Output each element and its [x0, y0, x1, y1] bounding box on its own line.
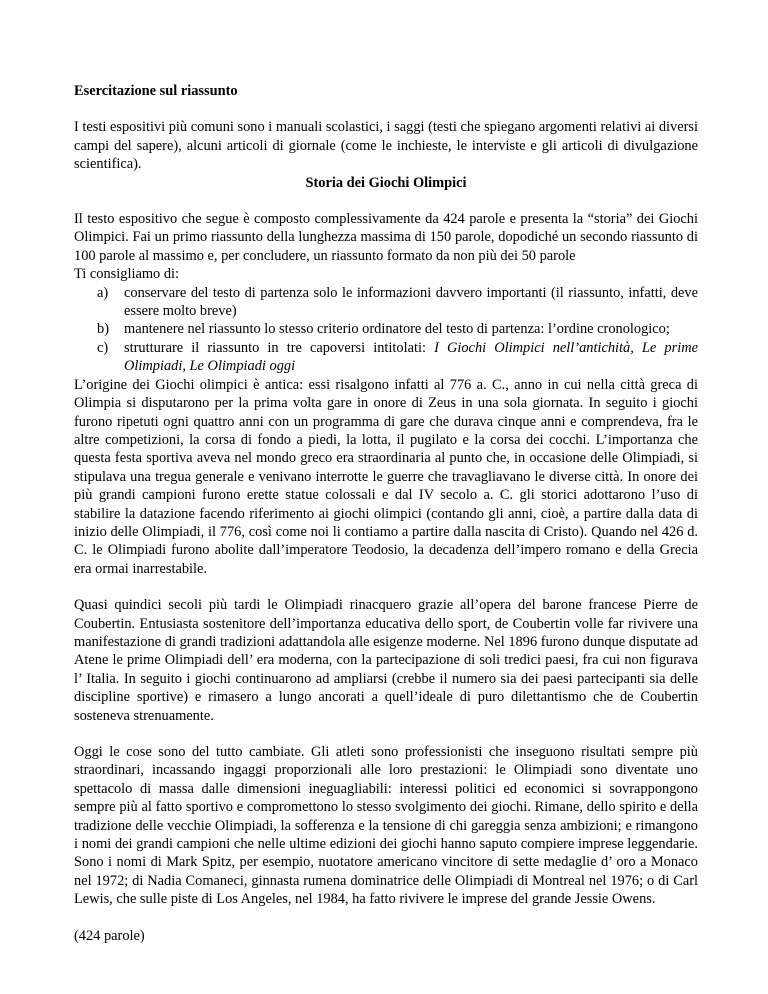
document-body — [74, 82, 698, 945]
advice-item — [74, 339, 698, 376]
body-paragraph-today: Oggi le cose sono del tutto cambiate. Gli atleti sono professionisti che inseguono risultati sempre più straordinari, incassando ingaggi proporzionali alle loro prestazioni: le Olimpiadi sono diventate uno spettacolo di massa dalle dimensioni ineguagliabili: interessi politici ed economici si sovrappongono sempre più al fatto sportivo e compromettono lo stesso svolgimento dei giochi. Rimane, dello spirito e della tradizione delle vecchie Olimpiadi, la sofferenza e la tensione di chi gareggia senza ambizioni; e rimangono i nomi dei grandi campioni che nelle ultime edizioni dei giochi hanno saputo compiere imprese leggendarie. Sono i nomi di Mark Spitz, per esempio, nuotatore americano vincitore di sette medaglie d’ oro a Monaco nel 1972; di Nadia Comaneci, ginnasta rumena dominatrice delle Olimpiadi di Montreal nel 1976; o di Carl Lewis, che sulle piste di Los Angeles, nel 1984, ha fatto rivivere le imprese del grande Jessie Owens. — [74, 744, 698, 908]
advice-item-label: b) — [97, 321, 109, 338]
advice-item-text: mantenere nel riassunto lo stesso criterio ordinatore del testo di partenza: l’ordine cronologico; — [124, 321, 670, 338]
advice-item-text: conservare del testo di partenza solo le informazioni davvero importanti (il riassunto, infatti, deve essere molto breve) — [124, 284, 698, 320]
advice-item-text: strutturare il riassunto in tre capoversi intitolati: — [124, 339, 435, 356]
instructions-paragraph: Il testo espositivo che segue è composto complessivamente da 424 parole e presenta la “storia” dei Giochi Olimpici. Fai un primo riassunto della lunghezza massima di 150 parole, dopodiché un secondo riassunto di 100 parole al massimo e, per concludere, un riassunto formato da non più dei 50 parole — [74, 211, 698, 264]
advice-list — [74, 284, 698, 376]
word-count: (424 parole) — [74, 927, 145, 944]
advice-item-label: a) — [97, 284, 109, 301]
advice-lead: Ti consigliamo di: — [74, 266, 180, 283]
text-title: Storia dei Giochi Olimpici — [305, 174, 467, 191]
document-heading: Esercitazione sul riassunto — [74, 83, 238, 99]
advice-item — [74, 284, 698, 321]
body-paragraph-first-olympics: Quasi quindici secoli più tardi le Olimpiadi rinacquero grazie all’opera del barone francese Pierre de Coubertin. Entusiasta sostenitore dell’importanza educativa dello sport, de Coubertin volle far rivivere una manifestazione di grandi tradizioni adattandola alle esigenze moderne. Nel 1896 furono dunque disputate ad Atene le prime Olimpiadi dell’ era moderna, con la partecipazione di soli tredici paesi, fra cui non figurava l’ Italia. In seguito i giochi continuarono ad ampliarsi (crebbe il numero sia dei paesi partecipanti sia delle discipline sportive) e rimasero a lungo ancorati a quell’ideale di puro dilettantismo che de Coubertin sosteneva strenuamente. — [74, 597, 698, 724]
advice-item-label: c) — [97, 339, 109, 356]
body-paragraph-ancient: L’origine dei Giochi olimpici è antica: essi risalgono infatti al 776 a. C., anno in cui nella città greca di Olimpia si disputarono per la prima volta gare in onore di Zeus in una sola giornata. In seguito i giochi furono ripetuti ogni quattro anni con un programma di gare che durava cinque anni e comprendeva, fra le altre competizioni, la corsa di fondo a piedi, la lotta, il pugilato e la corsa dei cocchi. L’importanza che questa festa sportiva aveva nel mondo greco era straordinaria al punto che, in occasione delle Olimpiadi, si stipulava una tregua generale e venivano interrotte le guerre che travagliavano le diverse città. In onore dei più grandi campioni furono erette statue colossali e dal IV secolo a. C. gli storici adottarono l’uso di stabilire la datazione facendo riferimento ai giochi olimpici (contando gli anni, cioè, a partire dalla data di inizio delle Olimpiadi, il 776, così come noi li contiamo a partire dalla nascita di Cristo). Quando nel 426 d. C. le Olimpiadi furono abolite dall’imperatore Teodosio, la decadenza dell’impero romano e della Grecia era ormai inarrestabile. — [74, 376, 698, 577]
intro-paragraph: I testi espositivi più comuni sono i manuali scolastici, i saggi (testi che spiegano argomenti relativi ai diversi campi del sapere), alcuni articoli di giornale (come le inchieste, le interviste e gli articoli di divulgazione scientifica). — [74, 119, 699, 173]
advice-item — [74, 320, 698, 338]
advice-item-italic-titles: I Giochi Olimpici nell’antichità, Le prime Olimpiadi, Le Olimpiadi oggi — [124, 339, 698, 375]
